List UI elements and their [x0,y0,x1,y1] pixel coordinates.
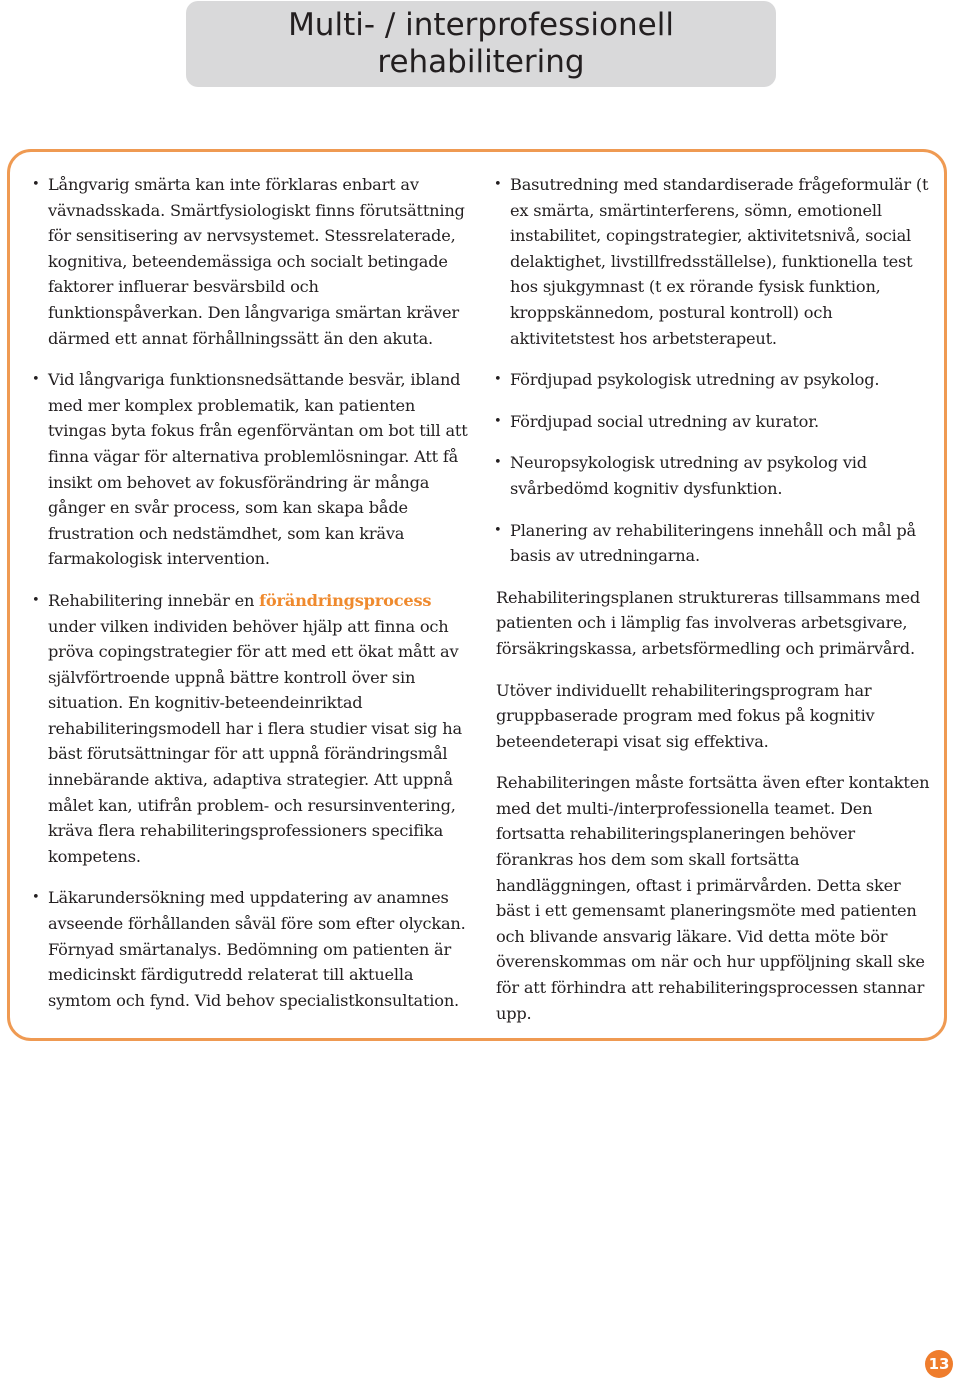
list-item-text: Planering av rehabiliteringens innehåll och mål på basis av utredningarna. [510,520,916,566]
body-paragraph: Rehabiliteringsplanen struktureras tillsammans med patienten och i lämplig fas involveras arbetsgivare, försäkringskassa, arbetsförmedling och primärvård. [496,587,920,658]
list-item-text: Långvarig smärta kan inte förklaras enbart av vävnadsskada. Smärtfysiologiskt finns förutsättning för sensitisering av nervsystemet. Stessrelaterade, kognitiva, beteendemässiga och socialt betingade faktorer influerar besvärsbild och funktionspåverkan. Den långvariga smärtan kräver därmed ett annat förhållningssätt än den akuta. [48,175,465,348]
list-item [492,367,937,393]
list-item [492,172,937,351]
list-item-text: Neuropsykologisk utredning av psykolog vid svårbedömd kognitiv dysfunktion. [510,453,867,498]
bullet-icon: • [32,592,40,608]
bullet-icon: • [32,177,40,192]
body-paragraph: Rehabiliteringen måste fortsätta även efter kontakten med det multi-/interprofessionella teamet. Den fortsatta rehabiliteringsplaneringen behöver förankras hos dem som skall fortsätta handläggningen, oftast i primärvården. Detta sker bäst i ett gemensamt planeringsmöte med patienten och blivande ansvarig läkare. Vid detta möte bör överenskommas om när och hur uppföljning skall ske för att förhindra att rehabiliteringsprocessen stannar upp. [496,773,930,1023]
list-item-text: Fördjupad social utredning av kurator. [510,411,819,431]
list-item-text: Fördjupad psykologisk utredning av psykolog. [510,370,880,390]
list-item-text-end: under vilken individen behöver hjälp att finna och pröva copingstrategier för att med ett ökat mått av självförtroende uppnå bättre kontroll över sin situation. En kognitiv-beteendeinriktad rehabiliteringsmodell har i flera studier visat sig ha bäst förutsättningar för att uppnå förändringsmål innebärande aktiva, adaptiva strategier. Att uppnå målet kan, utifrån problem- och resursinventering, kräva flera rehabiliteringsprofessioners specifika kompetens. [48,616,462,866]
bullet-icon: • [494,413,502,429]
list-item [492,518,937,569]
list-item-text: Basutredning med standardiserade frågeformulär (t ex smärta, smärtinterferens, sömn, emotionell instabilitet, copingstrategier, aktivitetsnivå, social delaktighet, livstillfredsställelse), funktionella test hos sjukgymnast (t ex rörande fysisk funktion, kroppskännedom, postural kontroll) och aktivitetstest hos arbetsterapeut. [510,175,929,348]
right-column [492,172,937,1042]
page-title-line-1: Multi- / interprofessionell [288,7,674,43]
bullet-icon: • [494,372,502,388]
list-item [30,367,478,572]
list-item [492,450,937,501]
list-item [30,172,478,351]
page-number-badge: 13 [925,1350,953,1378]
list-item [30,588,478,870]
page-title [186,1,776,87]
bullet-icon: • [494,522,502,538]
bullet-icon: • [494,455,502,471]
list-item-text-start: Rehabilitering innebär en [48,590,260,610]
list-item-text: Läkarundersökning med uppdatering av anamnes avseende förhållanden såväl före som efter olyckan. Förnyad smärtanalys. Bedömning om patienten är medicinskt färdigutredd relaterat till aktuella symtom och fynd. Vid behov specialistkonsultation. [48,888,466,1010]
bullet-icon: • [32,890,40,906]
list-item [30,885,478,1013]
bullet-icon: • [32,372,40,388]
list-item-text: Vid långvariga funktionsnedsättande besvär, ibland med mer komplex problematik, kan patienten tvingas byta fokus från egenförväntan om bot till att finna vägar för alternativa problemlösningar. Att få insikt om behovet av fokusförändring är många gånger en svår process, som kan skapa både frustration och nedstämdhet, som kan kräva farmakologisk intervention. [48,370,468,569]
body-paragraph: Utöver individuellt rehabiliteringsprogram har gruppbaserade program med fokus på kognitiv beteendeterapi visat sig effektiva. [496,680,875,751]
left-column [30,172,478,1029]
page-title-line-2: rehabilitering [377,44,585,80]
list-item [492,409,937,435]
bullet-icon: • [494,177,502,192]
highlighted-term: förändringsprocess [259,590,432,610]
